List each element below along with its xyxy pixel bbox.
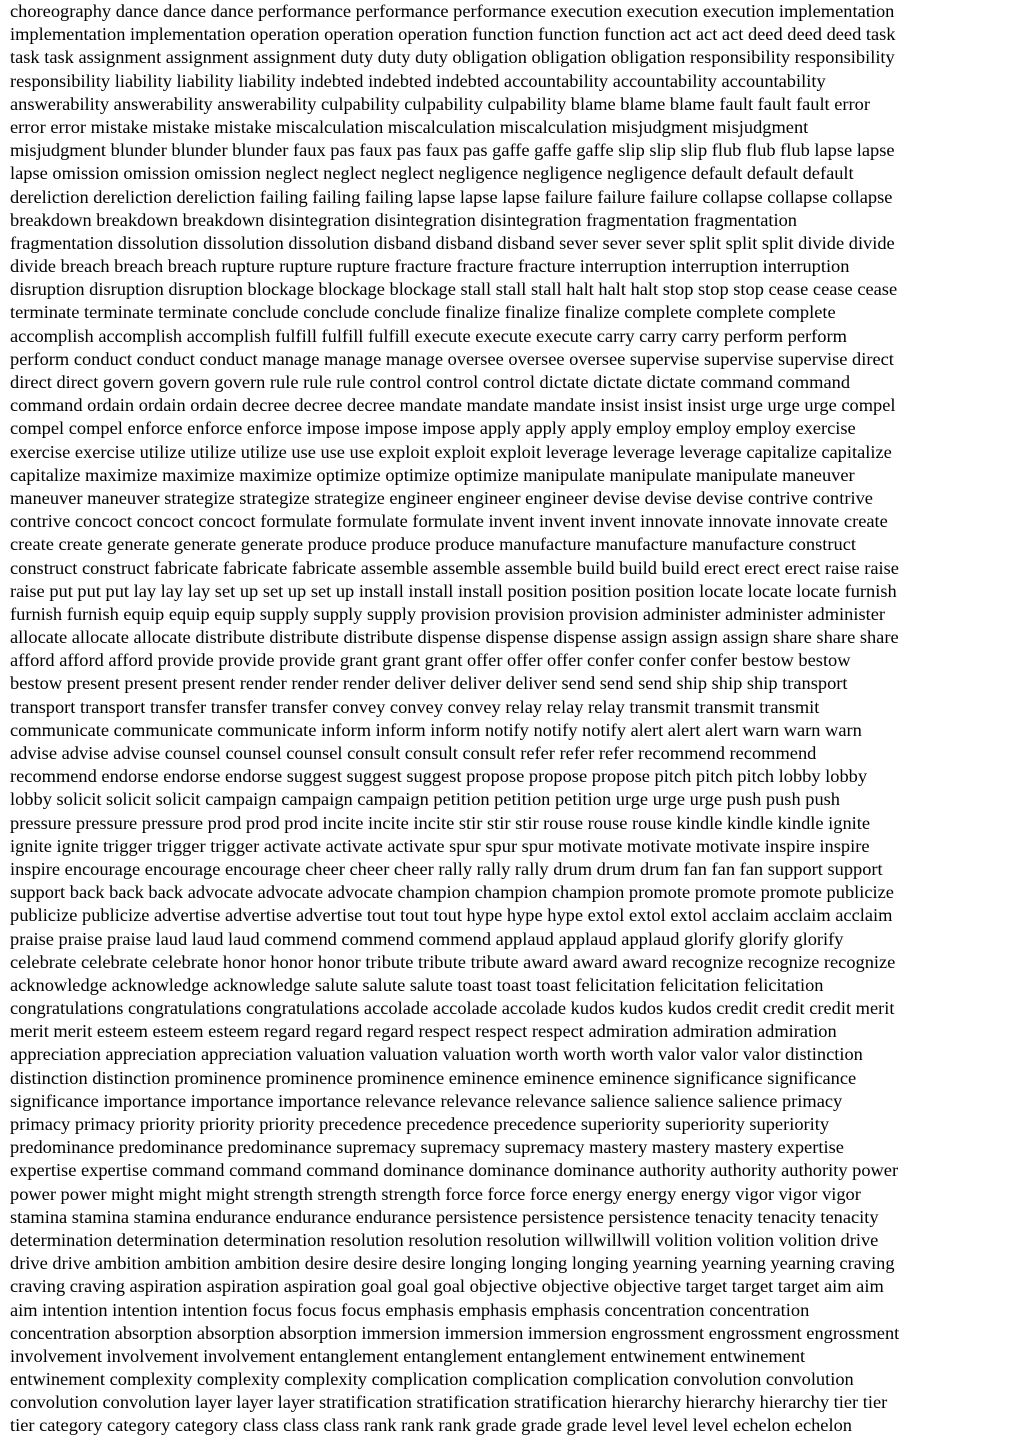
text-line: dereliction dereliction dereliction failing failing failing lapse lapse lapse failure failure failure collapse collapse collapse [10, 186, 893, 207]
text-line: task task assignment assignment assignment duty duty duty obligation obligation obligation responsibility responsibility [10, 47, 895, 68]
text-line: lobby solicit solicit solicit campaign campaign campaign petition petition petition urge urge urge push push push [10, 789, 841, 810]
text-line: distinction distinction prominence prominence prominence eminence eminence eminence significance significance [10, 1067, 857, 1088]
text-line: direct direct govern govern govern rule rule rule control control control dictate dictate dictate command command [10, 372, 851, 392]
text-line: craving craving aspiration aspiration aspiration goal goal goal objective objective objective target target target aim aim [10, 1276, 884, 1297]
text-line: praise praise praise laud laud laud commend commend commend applaud applaud applaud glorify glorify glorify [10, 928, 844, 949]
text-line: expertise expertise command command command dominance dominance dominance authority authority authority power [10, 1160, 899, 1181]
text-line: afford afford afford provide provide provide grant grant grant offer offer offer confer confer confer bestow bestow [10, 650, 851, 671]
text-line: capitalize maximize maximize maximize optimize optimize optimize manipulate manipulate manipulate maneuver [10, 464, 855, 485]
text-line: advise advise advise counsel counsel counsel consult consult consult refer refer refer recommend recommend [10, 743, 817, 763]
text-line: contrive concoct concoct concoct formulate formulate formulate invent invent invent innovate innovate innovate create [10, 511, 888, 532]
text-line: determination determination determination resolution resolution resolution willwillwill volition volition volition drive [10, 1229, 879, 1250]
text-line: inspire encourage encourage encourage cheer cheer cheer rally rally rally drum drum drum fan fan fan support support [10, 858, 883, 879]
text-line: support back back back advocate advocate advocate champion champion champion promote promote promote publicize [10, 882, 894, 903]
text-line: allocate allocate allocate distribute distribute distribute dispense dispense dispense assign assign assign share share share [10, 627, 899, 648]
text-line: terminate terminate terminate conclude conclude conclude finalize finalize finalize complete complete complete [10, 302, 836, 323]
text-line: answerability answerability answerability culpability culpability culpability blame blame blame fault fault fault error [10, 93, 870, 114]
text-line: aim intention intention intention focus focus focus emphasis emphasis emphasis concentration concentration [10, 1299, 810, 1320]
text-line: divide breach breach breach rupture rupture rupture fracture fracture fracture interruption interruption interruption [10, 256, 850, 277]
text-line: error error mistake mistake mistake miscalculation miscalculation miscalculation misjudgment misjudgment [10, 116, 809, 137]
text-line: merit merit esteem esteem esteem regard regard regard respect respect respect admiration admiration admiration [10, 1021, 837, 1042]
text-line: concentration absorption absorption absorption immersion immersion immersion engrossment engrossment engrossment [10, 1322, 900, 1343]
text-line: pressure pressure pressure prod prod prod incite incite incite stir stir stir rouse rouse rouse kindle kindle kindle ignite [10, 812, 871, 833]
text-line: raise put put put lay lay lay set up set up set up install install install position position position locate locate locate furnish [10, 580, 897, 601]
text-line: breakdown breakdown breakdown disintegration disintegration disintegration fragmentation fragmentation [10, 209, 797, 230]
text-line: responsibility liability liability liability indebted indebted indebted accountability accountability accountability [10, 70, 826, 91]
text-line: command ordain ordain ordain decree decree decree mandate mandate mandate insist insist insist urge urge urge compel [10, 395, 896, 416]
text-line: furnish furnish equip equip equip supply supply supply provision provision provision administer administer administer [10, 603, 886, 624]
text-line: misjudgment blunder blunder blunder faux pas faux pas faux pas gaffe gaffe gaffe slip slip slip flub flub flub lapse lapse [10, 140, 895, 161]
text-line: tier category category category class class class rank rank rank grade grade grade level level level echelon echelon [10, 1415, 852, 1436]
text-line: bestow present present present render render render deliver deliver deliver send send send ship ship ship transport [10, 673, 848, 694]
text-line: maneuver maneuver strategize strategize strategize engineer engineer engineer devise devise devise contrive contrive [10, 487, 873, 508]
text-line: communicate communicate communicate inform inform inform notify notify notify alert alert alert warn warn warn [10, 719, 862, 740]
text-line: predominance predominance predominance supremacy supremacy supremacy mastery mastery mastery expertise [10, 1137, 844, 1158]
text-line: congratulations congratulations congratulations accolade accolade accolade kudos kudos kudos credit credit credit merit [10, 998, 895, 1019]
text-line: publicize publicize advertise advertise advertise tout tout tout hype hype hype extol extol extol acclaim acclaim acclaim [10, 905, 893, 926]
text-line: fragmentation dissolution dissolution dissolution disband disband disband sever sever sever split split split divide divide [10, 232, 895, 253]
text-line: appreciation appreciation appreciation valuation valuation valuation worth worth worth valor valor valor distinction [10, 1044, 863, 1065]
text-line: drive drive ambition ambition ambition desire desire desire longing longing longing yearning yearning yearning craving [10, 1253, 895, 1274]
text-line: stamina stamina stamina endurance endurance endurance persistence persistence persistence tenacity tenacity tenacity [10, 1206, 879, 1227]
text-line: create create generate generate generate produce produce produce manufacture manufacture manufacture construct [10, 534, 856, 555]
text-line: acknowledge acknowledge acknowledge salute salute salute toast toast toast felicitation felicitation felicitation [10, 974, 824, 995]
text-line: power power might might might strength strength strength force force force energy energy energy vigor vigor vigor [10, 1183, 861, 1204]
text-line: disruption disruption disruption blockage blockage blockage stall stall stall halt halt halt stop stop stop cease cease cease [10, 279, 898, 300]
text-line: compel compel enforce enforce enforce impose impose impose apply apply apply employ employ employ exercise [10, 418, 856, 439]
text-line: lapse omission omission omission neglect neglect neglect negligence negligence negligence default default default [10, 163, 854, 184]
text-line: construct construct fabricate fabricate fabricate assemble assemble assemble build build build erect erect erect raise raise [10, 557, 899, 578]
text-line: recommend endorse endorse endorse suggest suggest suggest propose propose propose pitch pitch pitch lobby lobby [10, 766, 868, 787]
text-line: implementation implementation operation operation operation function function function act act act deed deed deed task [10, 24, 896, 45]
text-line: exercise exercise utilize utilize utilize use use use exploit exploit exploit leverage leverage leverage capitalize capitalize [10, 441, 892, 462]
text-line: transport transport transfer transfer transfer convey convey convey relay relay relay transmit transmit transmit [10, 696, 820, 717]
text-line: significance importance importance importance relevance relevance relevance salience salience salience primacy [10, 1090, 843, 1111]
text-line: involvement involvement involvement entanglement entanglement entanglement entwinement entwinement [10, 1345, 806, 1366]
text-line: ignite ignite trigger trigger trigger activate activate activate spur spur spur motivate motivate motivate inspire inspire [10, 835, 870, 856]
document-body [10, 0, 1016, 1438]
text-line: perform conduct conduct conduct manage manage manage oversee oversee oversee supervise supervise supervise direct [10, 348, 894, 369]
text-line: accomplish accomplish accomplish fulfill fulfill fulfill execute execute execute carry carry carry perform perform [10, 325, 847, 346]
text-line: convolution convolution layer layer layer stratification stratification stratification hierarchy hierarchy hierarchy tier tier [10, 1392, 888, 1413]
text-line: entwinement complexity complexity complexity complication complication complication convolution convolution [10, 1369, 854, 1390]
text-line: choreography dance dance dance performance performance performance execution execution execution implementation [10, 1, 895, 21]
text-line: celebrate celebrate celebrate honor honor honor tribute tribute tribute award award award recognize recognize recognize [10, 951, 896, 972]
text-line: primacy primacy priority priority priority precedence precedence precedence superiority superiority superiority [10, 1114, 830, 1134]
